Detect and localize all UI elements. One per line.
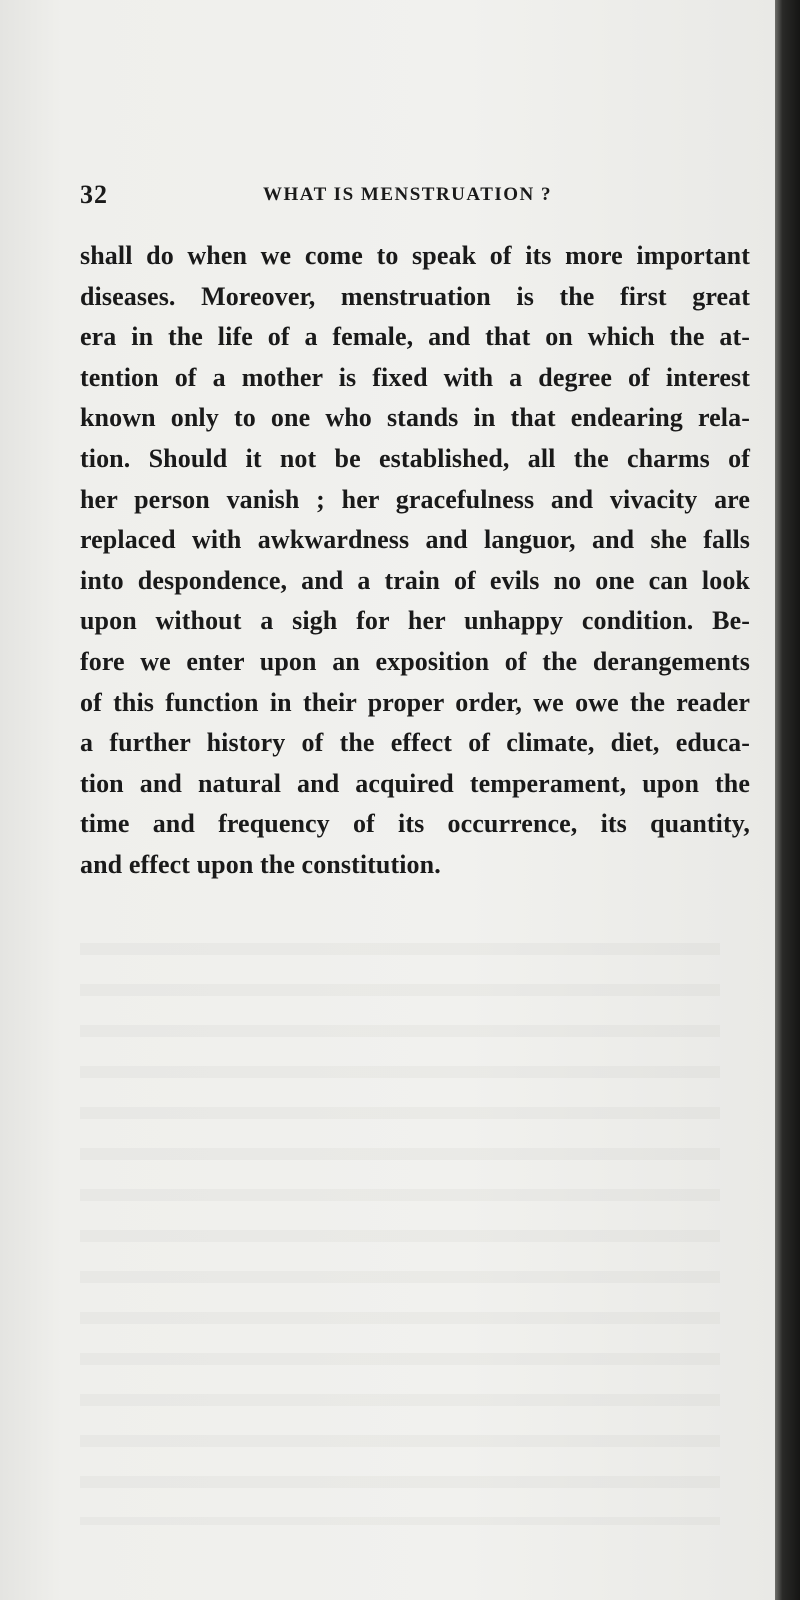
text-line: replaced with awkwardness and languor, and she falls: [80, 525, 750, 555]
text-line: era in the life of a female, and that on which the at-: [80, 322, 750, 352]
text-line: upon without a sigh for her unhappy condition. Be-: [80, 606, 750, 636]
binding-edge: [775, 0, 800, 1600]
text-line: diseases. Moreover, menstruation is the first great: [80, 281, 750, 311]
text-line: of this function in their proper order, we owe the reader: [80, 687, 750, 717]
text-line: a further history of the effect of climate, diet, educa-: [80, 728, 750, 758]
text-line: tion and natural and acquired temperament, upon the: [80, 768, 750, 798]
text-line: known only to one who stands in that endearing rela-: [80, 403, 750, 433]
text-line: shall do when we come to speak of its more important: [80, 241, 750, 270]
page-header: [80, 180, 600, 210]
text-line: into despondence, and a train of evils no one can look: [80, 565, 750, 595]
text-line: time and frequency of its occurrence, its quantity,: [80, 809, 750, 839]
text-line: tention of a mother is fixed with a degree of interest: [80, 362, 750, 392]
running-head: WHAT IS MENSTRUATION ?: [263, 184, 553, 205]
body-text: [80, 236, 750, 886]
page-number: 32: [80, 180, 108, 209]
text-line: fore we enter upon an exposition of the derangements: [80, 646, 750, 676]
text-line: tion. Should it not be established, all the charms of: [80, 443, 750, 473]
text-line-last: and effect upon the constitution.: [80, 849, 441, 879]
text-line: her person vanish ; her gracefulness and vivacity are: [80, 484, 750, 514]
show-through-area: [80, 925, 720, 1525]
